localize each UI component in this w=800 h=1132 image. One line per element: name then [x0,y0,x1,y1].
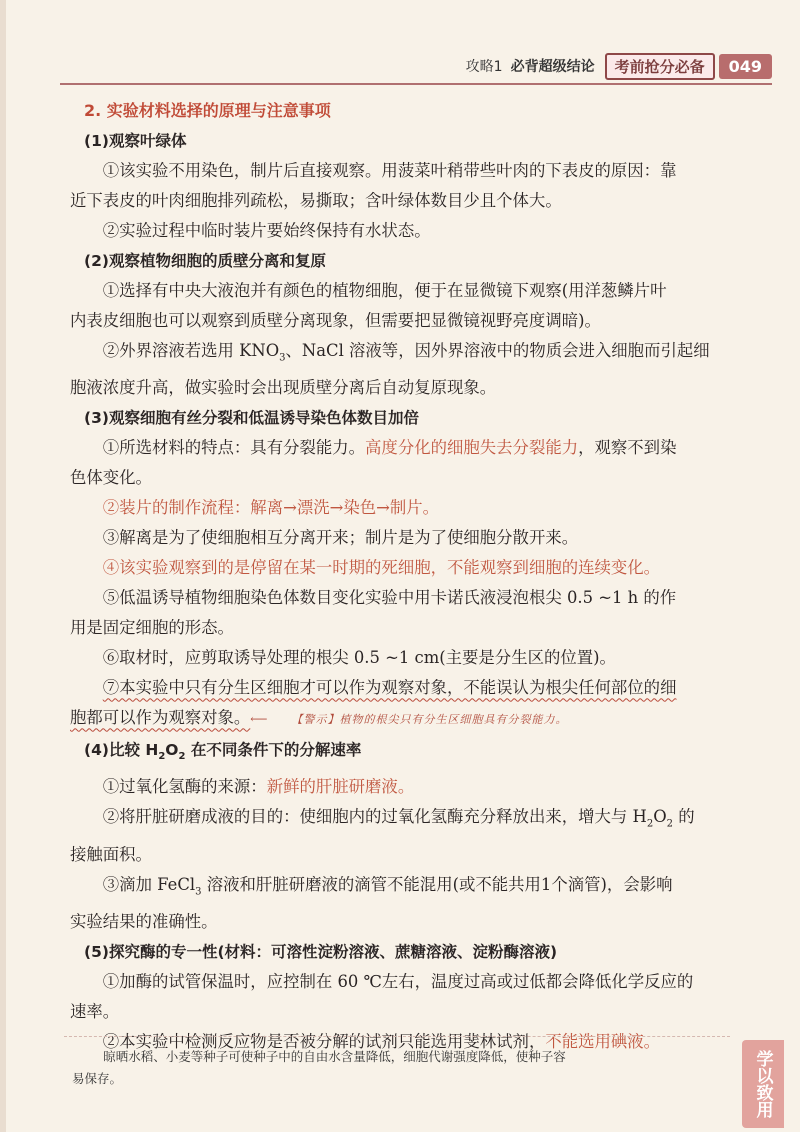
subscript: 2 [158,751,166,763]
subsection-heading-5: (5)探究酶的专一性(材料：可溶性淀粉溶液、蔗糖溶液、淀粉酶溶液) [84,942,558,961]
text: 溶液和肝脏研磨液的滴管不能混用(或不能共用1个滴管)，会影响 [201,874,673,894]
chapter-label: 攻略1 [465,59,503,75]
paragraph-continued: 速率。 [70,1001,120,1021]
side-tab: 学以致用 [742,1040,784,1128]
text: ①过氧化氢酶的来源： [102,777,267,797]
text: ，观察不到染 [578,438,677,458]
paragraph: ②实验过程中临时装片要始终保持有水状态。 [102,221,431,240]
subscript: 3 [279,352,286,364]
text: ①所选材料的特点：具有分裂能力。 [102,438,366,458]
text: ②本实验中检测反应物是否被分解的试剂只能选用斐林试剂， [102,1031,546,1051]
arrow-icon: ⟵ [250,712,268,727]
paragraph: ①该实验不用染色，制片后直接观察。用菠菜叶稍带些叶肉的下表皮的原因：靠 [102,161,677,180]
paragraph-continued: 实验结果的准确性。 [70,911,218,931]
warning-note: 【警示】植物的根尖只有分生区细胞具有分裂能力。 [291,713,568,727]
paragraph-continued: 接触面积。 [70,844,152,864]
subscript: 2 [178,751,186,763]
text: ②外界溶液若选用 KNO [102,341,280,360]
footer-divider [64,1036,730,1037]
highlight-paragraph: ②装片的制作流程：解离→漂洗→染色→制片。 [102,498,440,518]
paragraph [70,772,746,802]
subsection-heading-2: (2)观察植物细胞的质壁分离和复原 [84,252,326,270]
header-divider [60,83,772,85]
page-header [466,52,772,80]
paragraph: ①加酶的试管保温时，应控制在 60 ℃左右，温度过高或过低都会降低化学反应的 [102,971,694,991]
paragraph [70,553,746,583]
text: ③滴加 FeCl [102,874,196,894]
paragraph-continued: 色体变化。 [70,468,152,488]
paragraph [70,336,746,373]
highlight-text: 新鲜的肝脏研磨液。 [266,777,415,797]
paragraph-continued: 近下表皮的叶肉细胞排列疏松，易撕取；含叶绿体数目少且个体大。 [70,191,562,210]
footer-tip [72,1046,720,1090]
footer-text-continued: 易保存。 [72,1071,123,1086]
subscript: 3 [195,885,202,897]
paragraph: ⑤低温诱导植物细胞染色体数目变化实验中用卡诺氏液浸泡根尖 0.5 ~1 h 的作 [102,588,677,608]
main-content [70,96,746,1057]
paragraph [70,673,746,703]
section-label: 必背超级结论 [510,59,595,75]
paragraph: ①选择有中央大液泡并有颜色的植物细胞，便于在显微镜下观察(用洋葱鳞片叶 [102,281,667,300]
paragraph: ⑥取材时，应剪取诱导处理的根尖 0.5 ~1 cm(主要是分生区的位置)。 [102,648,616,668]
page-number: 049 [719,54,772,79]
text: ②将肝脏研磨成液的目的：使细胞内的过氧化氢酶充分释放出来，增大与 H [102,807,647,827]
subscript: 2 [646,818,654,830]
paragraph-continued [70,703,746,735]
paragraph-continued: 内表皮细胞也可以观察到质壁分离现象，但需要把显微镜视野亮度调暗)。 [70,311,601,330]
text: 、NaCl 溶液等，因外界溶液中的物质会进入细胞而引起细 [285,341,710,360]
footer-text: 晾晒水稻、小麦等种子可使种子中的自由水含量降低，细胞代谢强度降低，使种子容 [103,1049,566,1064]
subscript: 2 [666,818,673,830]
underlined-text: 胞都可以作为观察对象。 [70,708,251,728]
highlight-text: 不能选用碘液。 [545,1031,661,1051]
underlined-text: ⑦本实验中只有分生区细胞才可以作为观察对象，不能误认为根尖任何部位的细 [102,678,677,698]
paragraph-continued: 用是固定细胞的形态。 [70,618,234,638]
subsection-heading-4 [84,735,746,772]
paragraph: ③解离是为了使细胞相互分离开来；制片是为了使细胞分散开来。 [102,528,579,548]
paragraph [70,802,746,839]
text: O [653,807,667,827]
paragraph [70,870,746,907]
subsection-heading-1: (1)观察叶绿体 [84,132,187,150]
paragraph [70,433,746,463]
text: 的 [673,807,695,827]
header-banner: 考前抢分必备 [605,53,715,80]
text: (4)比较 H [84,741,159,760]
highlight-text: ④该实验 [102,558,169,578]
paragraph-continued: 胞液浓度升高，做实验时会出现质壁分离后自动复原现象。 [70,378,497,398]
page-edge [0,0,6,1132]
section-title: 2. 实验材料选择的原理与注意事项 [84,101,331,120]
highlight-text: 高度分化的细胞失去分裂能力 [365,438,579,458]
highlight-text: 观察到的是停留在某一时期的死细胞，不能观察到细胞的连续变化。 [168,558,661,578]
subsection-heading-3: (3)观察细胞有丝分裂和低温诱导染色体数目加倍 [84,409,419,428]
text: 在不同条件下的分解速率 [185,741,362,760]
text: O [165,741,179,760]
